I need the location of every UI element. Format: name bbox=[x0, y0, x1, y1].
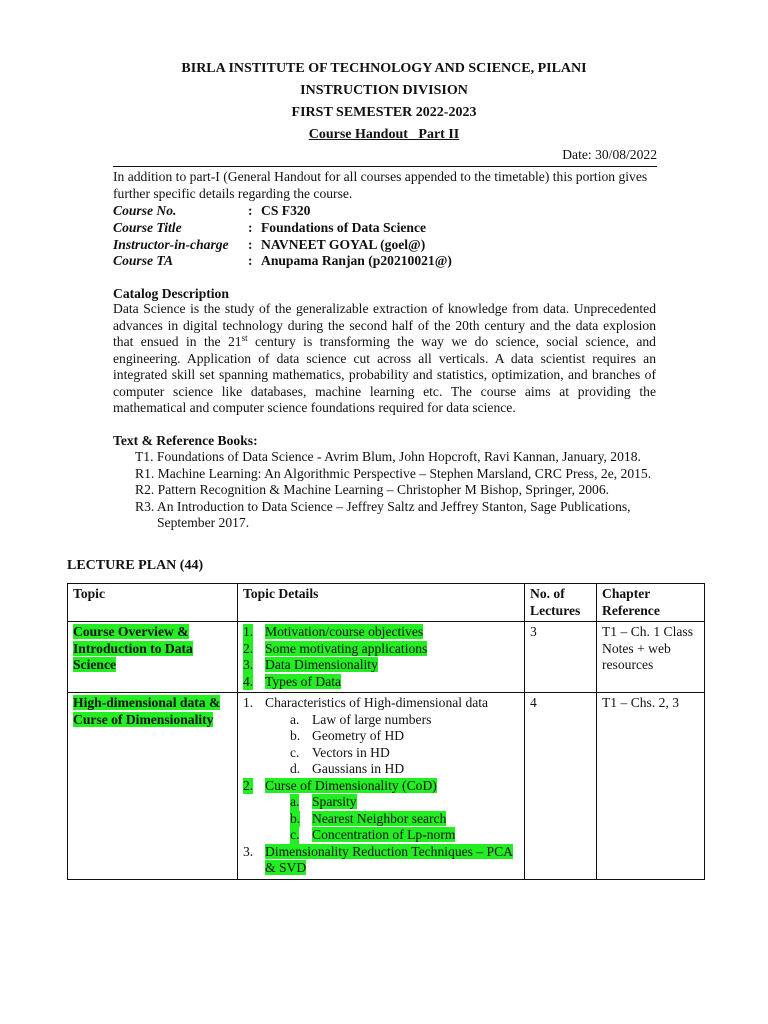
list-item bbox=[243, 712, 519, 729]
subtopic-list bbox=[243, 794, 519, 844]
table-row bbox=[68, 622, 705, 693]
topic-cell bbox=[68, 622, 238, 693]
course-ta-value: Anupama Ranjan (p20210021@) bbox=[261, 253, 452, 268]
item-text: Data Dimensionality bbox=[265, 657, 378, 672]
topic-details-list bbox=[243, 778, 519, 795]
topic-details-cell bbox=[238, 622, 525, 693]
course-number-label: Course No. bbox=[113, 203, 177, 218]
separator: : bbox=[248, 237, 253, 252]
list-item bbox=[243, 624, 519, 641]
item-letter: a. bbox=[290, 711, 300, 727]
list-item bbox=[243, 778, 519, 795]
catalog-ordinal-suffix: st bbox=[241, 333, 248, 343]
item-text: Vectors in HD bbox=[312, 744, 390, 760]
book-item: R2. Pattern Recognition & Machine Learning – Christopher M Bishop, Springer, 2006. bbox=[135, 482, 610, 497]
course-ta-label: Course TA bbox=[113, 253, 174, 268]
item-letter: b. bbox=[290, 810, 301, 826]
column-header-topic: Topic bbox=[68, 584, 238, 622]
books-list bbox=[135, 449, 655, 532]
item-text: Curse of Dimensionality (CoD) bbox=[265, 777, 437, 793]
item-text: Nearest Neighbor search bbox=[312, 810, 447, 826]
item-number: 2. bbox=[243, 777, 254, 793]
list-item bbox=[243, 674, 519, 691]
list-item bbox=[243, 761, 519, 778]
semester-title: FIRST SEMESTER 2022-2023 bbox=[291, 105, 477, 120]
item-text: Types of Data bbox=[265, 673, 342, 689]
topic-details-list bbox=[243, 844, 519, 877]
list-item bbox=[243, 641, 519, 658]
item-number: 1. bbox=[243, 695, 254, 710]
table-row bbox=[68, 693, 705, 880]
list-item bbox=[243, 844, 519, 877]
course-number-value: CS F320 bbox=[261, 203, 311, 218]
separator: : bbox=[248, 253, 253, 268]
handout-title bbox=[0, 126, 768, 144]
item-text: Some motivating applications bbox=[265, 640, 428, 656]
topic-details-cell bbox=[238, 693, 525, 880]
item-number: 2. bbox=[243, 640, 254, 656]
intro-paragraph: In addition to part-I (General Handout for all courses appended to the timetable) this portion gives further specific details regarding the course. bbox=[113, 169, 648, 201]
item-number: 1. bbox=[243, 624, 254, 639]
topic-name: Course Overview & Introduction to Data Science bbox=[73, 624, 193, 672]
lecture-plan-heading: LECTURE PLAN (44) bbox=[67, 558, 204, 573]
separator: : bbox=[248, 203, 253, 218]
separator: : bbox=[248, 220, 253, 235]
item-letter: b. bbox=[290, 728, 301, 743]
list-item bbox=[243, 745, 519, 762]
item-letter: c. bbox=[290, 744, 300, 760]
subtopic-list bbox=[243, 712, 519, 778]
division-name: INSTRUCTION DIVISION bbox=[300, 83, 468, 98]
item-letter: a. bbox=[290, 794, 300, 809]
item-text: Dimensionality Reduction Techniques – PCA & SVD bbox=[265, 843, 513, 875]
item-text: Characteristics of High-dimensional data bbox=[265, 695, 489, 710]
topic-details-list bbox=[243, 695, 519, 712]
header-divider bbox=[113, 166, 657, 167]
catalog-heading: Catalog Description bbox=[113, 286, 229, 301]
book-item: R3. An Introduction to Data Science – Jeffrey Saltz and Jeffrey Stanton, Sage Publications, September 2017. bbox=[135, 498, 631, 530]
catalog-text-part-a: Data Science is the study of the generalizable extraction of knowledge from data. Unprecedented advances in digital technology during the second half of the 20th century and the data explosion that ensued in the 21 bbox=[113, 301, 656, 349]
list-item bbox=[243, 827, 519, 844]
table-header-row bbox=[68, 584, 705, 622]
list-item bbox=[243, 811, 519, 828]
catalog-description bbox=[113, 301, 656, 417]
item-text: Geometry of HD bbox=[312, 728, 405, 743]
lectures-cell: 4 bbox=[525, 693, 597, 880]
item-text: Law of large numbers bbox=[312, 711, 432, 727]
handout-date: Date: 30/08/2022 bbox=[562, 147, 657, 162]
topic-details-list bbox=[243, 624, 519, 690]
lectures-cell: 3 bbox=[525, 622, 597, 693]
item-letter: d. bbox=[290, 761, 301, 776]
item-number: 3. bbox=[243, 657, 254, 672]
handout-title-text: Course Handout Part II bbox=[308, 127, 460, 142]
list-item bbox=[243, 695, 519, 712]
item-number: 3. bbox=[243, 843, 254, 859]
list-item bbox=[243, 794, 519, 811]
instructor-value: NAVNEET GOYAL (goel@) bbox=[261, 237, 426, 252]
topic-cell bbox=[68, 693, 238, 880]
list-item bbox=[243, 657, 519, 674]
books-heading: Text & Reference Books: bbox=[113, 433, 258, 448]
catalog-text-part-b: century is transforming the way we do science, social science, and engineering. Application of data science cut across all verticals. A data scientist requires an integrated skill set spanning mathematics, probability and statistics, optimization, and branches of computer science like databases, machine learning etc. The course aims at providing the mathematical and computer science foundations required for data science. bbox=[113, 334, 656, 415]
item-text: Concentration of Lp-norm bbox=[312, 827, 456, 842]
book-item: T1. Foundations of Data Science - Avrim Blum, John Hopcroft, Ravi Kannan, January, 2018. bbox=[135, 449, 641, 464]
column-header-topic-details: Topic Details bbox=[238, 584, 525, 622]
instructor-label: Instructor-in-charge bbox=[113, 237, 229, 252]
course-title-label: Course Title bbox=[113, 220, 182, 235]
topic-name: High-dimensional data & Curse of Dimensionality bbox=[73, 695, 221, 727]
lecture-plan-table bbox=[67, 583, 705, 880]
item-letter: c. bbox=[290, 827, 300, 842]
book-item: R1. Machine Learning: An Algorithmic Perspective – Stephen Marsland, CRC Press, 2e, 2015. bbox=[135, 465, 652, 481]
list-item bbox=[243, 728, 519, 745]
item-text: Sparsity bbox=[312, 794, 357, 809]
institute-name: BIRLA INSTITUTE OF TECHNOLOGY AND SCIENCE, PILANI bbox=[181, 61, 587, 76]
chapter-reference-cell: T1 – Chs. 2, 3 bbox=[597, 693, 705, 880]
item-text: Gaussians in HD bbox=[312, 761, 405, 776]
item-number: 4. bbox=[243, 673, 254, 689]
chapter-reference-cell: T1 – Ch. 1 Class Notes + web resources bbox=[597, 622, 705, 693]
column-header-lectures: No. of Lectures bbox=[525, 584, 597, 622]
course-title-value: Foundations of Data Science bbox=[261, 220, 427, 235]
item-text: Motivation/course objectives bbox=[265, 624, 424, 639]
column-header-chapter-reference: Chapter Reference bbox=[597, 584, 705, 622]
